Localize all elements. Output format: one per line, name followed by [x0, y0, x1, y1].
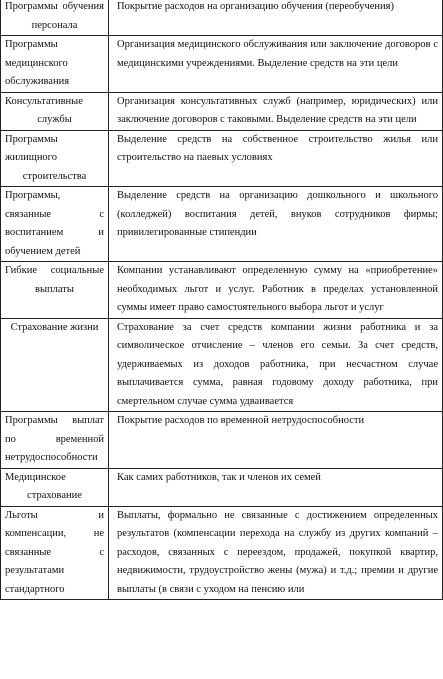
- table-row: [1, 468, 443, 506]
- program-description-cell: [109, 506, 443, 600]
- program-name-cell: [1, 318, 109, 412]
- program-description-cell: [109, 468, 443, 506]
- program-description: Выделение средств на собственное строительство жилья или строительство на паевых условиях: [117, 133, 438, 163]
- program-description-cell: [109, 412, 443, 469]
- program-name-cell: [1, 36, 109, 93]
- program-name-cell: [1, 0, 109, 36]
- program-name: Льготы и компенсации, не связанные с результатами стандартного: [5, 509, 104, 595]
- program-description-cell: [109, 92, 443, 130]
- program-description-cell: [109, 187, 443, 262]
- program-name: Программы обучения персонала: [5, 1, 104, 31]
- program-description-cell: [109, 130, 443, 187]
- table-row: [1, 412, 443, 469]
- program-name-cell: [1, 187, 109, 262]
- program-description: Организация консультативных служб (например, юридических) или заключение договоров с таковыми. Выделение средств на эти цели: [117, 95, 438, 125]
- table-row: [1, 92, 443, 130]
- program-name-cell: [1, 412, 109, 469]
- table-row: [1, 262, 443, 319]
- table-row: [1, 36, 443, 93]
- program-name-cell: [1, 506, 109, 600]
- program-name-cell: [1, 130, 109, 187]
- table-row: [1, 318, 443, 412]
- program-description: Как самих работников, так и членов их семей: [117, 471, 321, 483]
- table-row: [1, 506, 443, 600]
- program-name: Гибкие социальные выплаты: [5, 265, 104, 295]
- program-description-cell: [109, 318, 443, 412]
- program-name: Программы жилищного строительства: [5, 133, 87, 182]
- table-row: [1, 130, 443, 187]
- program-description: Компании устанавливают определенную сумму на «приобретение» необходимых льгот и услуг. Работник в пределах установленной суммы имеет право самостоятельного выбора льгот и услуг: [117, 265, 438, 313]
- program-name: Программы медицинского обслуживания: [5, 39, 70, 87]
- program-name-cell: [1, 468, 109, 506]
- program-description-cell: [109, 262, 443, 319]
- table-row: [1, 0, 443, 36]
- program-description: Выделение средств на организацию дошкольного и школьного (колледжей) воспитания детей, внуков сотрудников фирмы; привилегированные стипендии: [117, 190, 438, 238]
- program-name: Программы выплат по временной нетрудоспособности: [5, 415, 104, 463]
- program-name: Медицинское страхование: [5, 471, 82, 501]
- program-description: Организация медицинского обслуживания или заключение договоров с медицинскими учреждениями. Выделение средств на эти цели: [117, 39, 438, 69]
- program-description-cell: [109, 0, 443, 36]
- program-description: Страхование за счет средств компании жизни работника и за символическое отчисление – членов его семьи. За счет средств, удерживаемых из доходов работника, при несчастном случае выплачивается сумма, равная годовому доходу работника, при смертельном случае сумма удваивается: [117, 321, 438, 407]
- program-name-cell: [1, 92, 109, 130]
- program-name: Программы, связанные с воспитанием и обучением детей: [5, 190, 104, 257]
- program-description-cell: [109, 36, 443, 93]
- program-description: Покрытие расходов на организацию обучения (переобучения): [117, 1, 394, 12]
- program-name-cell: [1, 262, 109, 319]
- program-name: Консультативные службы: [5, 95, 83, 125]
- program-description: Покрытие расходов по временной нетрудоспособности: [117, 415, 365, 426]
- program-description: Выплаты, формально не связанные с достижением определенных результатов (компенсации перехода на службу из других компаний – расходов, связанных с переездом, продажей, покупкой квартир, недвижимости, трудоустройство жены (мужа) и т.д.; премии и другие выплаты (в связи с уходом на пенсию или: [117, 509, 438, 595]
- table-body: [1, 0, 443, 600]
- table-row: [1, 187, 443, 262]
- program-name: Страхование жизни: [10, 321, 99, 333]
